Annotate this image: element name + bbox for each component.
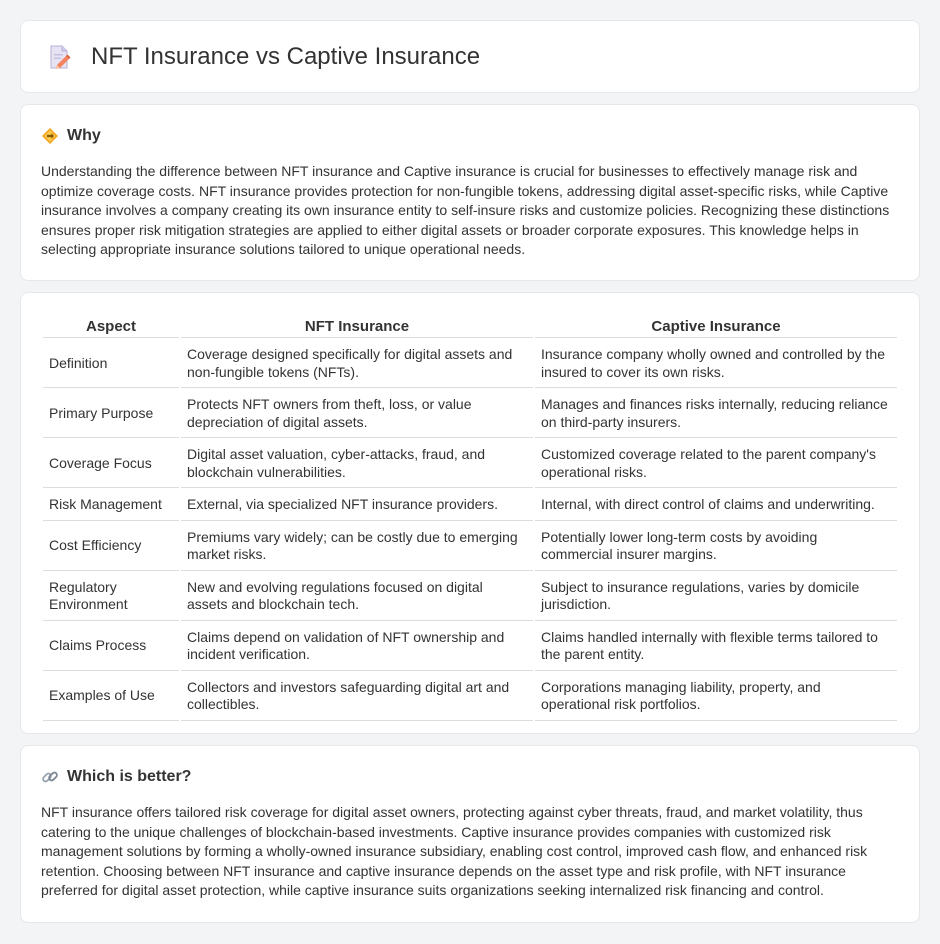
diamond-sign-icon bbox=[41, 127, 59, 145]
nft-cell: Coverage designed specifically for digital assets and non-fungible tokens (NFTs). bbox=[181, 340, 533, 388]
table-row bbox=[43, 490, 897, 521]
nft-cell: Claims depend on validation of NFT ownership and incident verification. bbox=[181, 623, 533, 671]
captive-cell: Subject to insurance regulations, varies by domicile jurisdiction. bbox=[535, 573, 897, 621]
table-header-row bbox=[43, 315, 897, 338]
aspect-cell: Claims Process bbox=[43, 623, 179, 671]
captive-cell: Internal, with direct control of claims and underwriting. bbox=[535, 490, 897, 521]
captive-cell: Customized coverage related to the parent company's operational risks. bbox=[535, 440, 897, 488]
document-pencil-icon bbox=[45, 43, 73, 71]
table-row bbox=[43, 390, 897, 438]
link-icon bbox=[41, 768, 59, 786]
table-row bbox=[43, 673, 897, 721]
captive-cell: Manages and finances risks internally, reducing reliance on third-party insurers. bbox=[535, 390, 897, 438]
captive-cell: Insurance company wholly owned and controlled by the insured to cover its own risks. bbox=[535, 340, 897, 388]
header-aspect: Aspect bbox=[43, 315, 179, 338]
comparison-table-card bbox=[20, 292, 920, 734]
aspect-cell: Regulatory Environment bbox=[43, 573, 179, 621]
header-captive: Captive Insurance bbox=[535, 315, 897, 338]
nft-cell: Protects NFT owners from theft, loss, or value depreciation of digital assets. bbox=[181, 390, 533, 438]
why-title: Why bbox=[67, 127, 101, 144]
better-title: Which is better? bbox=[67, 768, 192, 785]
table-row bbox=[43, 440, 897, 488]
why-section bbox=[20, 104, 920, 281]
title-card bbox=[20, 20, 920, 93]
nft-cell: Collectors and investors safeguarding digital art and collectibles. bbox=[181, 673, 533, 721]
aspect-cell: Definition bbox=[43, 340, 179, 388]
header-nft: NFT Insurance bbox=[181, 315, 533, 338]
nft-cell: Digital asset valuation, cyber-attacks, fraud, and blockchain vulnerabilities. bbox=[181, 440, 533, 488]
table-row bbox=[43, 573, 897, 621]
page-title: NFT Insurance vs Captive Insurance bbox=[91, 42, 481, 70]
aspect-cell: Examples of Use bbox=[43, 673, 179, 721]
better-text: NFT insurance offers tailored risk coverage for digital asset owners, protecting against cyber threats, fraud, and market volatility, thus catering to the unique challenges of blockchain-based investments. Captive insurance provides companies with customized risk management solutions by forming a wholly-owned insurance subsidiary, enabling cost control, improved cash flow, and enhanced risk retention. Choosing between NFT insurance and captive insurance depends on the asset type and risk profile, with NFT insurance preferred for digital asset protection, while captive insurance suits organizations seeking internalized risk financing and control. bbox=[41, 804, 868, 899]
comparison-table bbox=[41, 313, 899, 723]
nft-cell: New and evolving regulations focused on digital assets and blockchain tech. bbox=[181, 573, 533, 621]
captive-cell: Potentially lower long-term costs by avoiding commercial insurer margins. bbox=[535, 523, 897, 571]
aspect-cell: Primary Purpose bbox=[43, 390, 179, 438]
nft-cell: External, via specialized NFT insurance providers. bbox=[181, 490, 533, 521]
aspect-cell: Cost Efficiency bbox=[43, 523, 179, 571]
nft-cell: Premiums vary widely; can be costly due to emerging market risks. bbox=[181, 523, 533, 571]
table-row bbox=[43, 623, 897, 671]
captive-cell: Corporations managing liability, property, and operational risk portfolios. bbox=[535, 673, 897, 721]
which-is-better-section bbox=[20, 745, 920, 923]
table-row bbox=[43, 340, 897, 388]
table-row bbox=[43, 523, 897, 571]
why-text: Understanding the difference between NFT insurance and Captive insurance is crucial for businesses to effectively manage risk and optimize coverage costs. NFT insurance provides protection for non-fungible tokens, addressing digital asset-specific risks, while Captive insurance involves a company creating its own insurance entity to self-insure risks and customize policies. Recognizing these distinctions ensures proper risk mitigation strategies are applied to either digital assets or broader corporate exposures. This knowledge helps in selecting appropriate insurance solutions tailored to unique operational needs. bbox=[41, 163, 890, 258]
aspect-cell: Risk Management bbox=[43, 490, 179, 521]
aspect-cell: Coverage Focus bbox=[43, 440, 179, 488]
captive-cell: Claims handled internally with flexible terms tailored to the parent entity. bbox=[535, 623, 897, 671]
